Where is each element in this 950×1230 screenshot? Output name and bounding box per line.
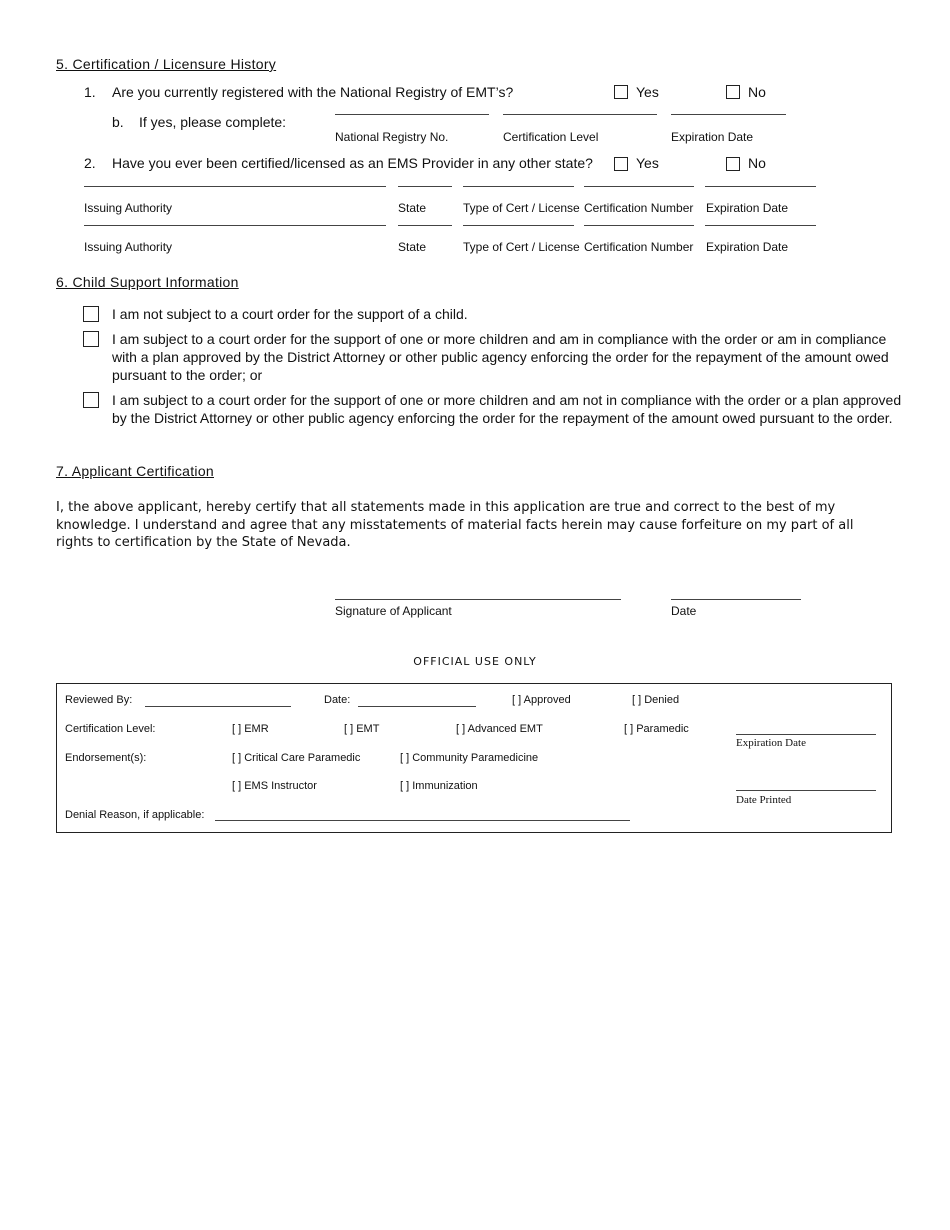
official-expiration-date-label: Expiration Date <box>736 737 806 749</box>
signature-label: Signature of Applicant <box>335 604 452 618</box>
endorsements-label: Endorsement(s): <box>65 752 147 764</box>
denied-option[interactable]: [ ] Denied <box>632 694 680 706</box>
issuing-authority-label-2: Issuing Authority <box>84 240 173 254</box>
q2-yes-label: Yes <box>636 155 659 171</box>
q1-no-label: No <box>748 84 766 100</box>
immunization-option[interactable]: [ ] Immunization <box>400 780 478 792</box>
cert-type-label-2: Type of Cert / License <box>463 240 580 254</box>
paramedic-option[interactable]: [ ] Paramedic <box>624 723 689 735</box>
section-5-title: 5. Certification / Licensure History <box>56 56 277 72</box>
signature-date-label: Date <box>671 604 697 618</box>
expiration-date-label-1: Expiration Date <box>706 201 789 215</box>
child-support-option-2-checkbox[interactable] <box>83 331 99 347</box>
q1-yes-label: Yes <box>636 84 659 100</box>
ems-instructor-option[interactable]: [ ] EMS Instructor <box>232 780 317 792</box>
section-7-title: 7. Applicant Certification <box>56 463 214 479</box>
issuing-authority-label-1: Issuing Authority <box>84 201 173 215</box>
denial-reason-label: Denial Reason, if applicable: <box>65 809 205 821</box>
q2-yes-checkbox[interactable] <box>614 157 628 171</box>
issuing-authority-input-1[interactable] <box>84 186 386 187</box>
q1-number: 1. <box>84 84 96 100</box>
q2-no-checkbox[interactable] <box>726 157 740 171</box>
approved-option[interactable]: [ ] Approved <box>512 694 571 706</box>
q1b-text: If yes, please complete: <box>139 114 287 130</box>
signature-input[interactable] <box>335 599 621 600</box>
nr-expiration-date-label: Expiration Date <box>671 130 754 144</box>
expiration-date-input-2[interactable] <box>705 225 816 226</box>
cert-type-label-1: Type of Cert / License <box>463 201 580 215</box>
certification-level-label: Certification Level <box>503 130 599 144</box>
advanced-emt-option[interactable]: [ ] Advanced EMT <box>456 723 543 735</box>
cert-number-label-2: Certification Number <box>584 240 694 254</box>
cert-type-input-2[interactable] <box>463 225 574 226</box>
certification-level-official-label: Certification Level: <box>65 723 156 735</box>
expiration-date-label-2: Expiration Date <box>706 240 789 254</box>
child-support-option-1-text: I am not subject to a court order for the support of a child. <box>112 306 468 322</box>
reviewed-by-input[interactable] <box>145 706 291 707</box>
section-6-title: 6. Child Support Information <box>56 274 239 290</box>
q1-no-checkbox[interactable] <box>726 85 740 99</box>
state-label-2: State <box>398 240 427 254</box>
q2-no-label: No <box>748 155 766 171</box>
community-paramedicine-option[interactable]: [ ] Community Paramedicine <box>400 752 539 764</box>
child-support-option-3-text: I am subject to a court order for the support of one or more children and am not in compliance with the order or a plan approved by the District Attorney or other public agency enforcing the order for the repayment of the amount owed pursuant to the order. <box>112 392 902 426</box>
certification-statement: I, the above applicant, hereby certify that all statements made in this application are true and correct to the best of my knowledge. I understand and agree that any misstatements of material facts herein may cause forfeiture on my part of all rights to certification by the State of Nevada. <box>56 500 854 550</box>
official-expiration-date-input[interactable] <box>736 734 876 735</box>
certification-level-input[interactable] <box>503 114 657 115</box>
date-printed-label: Date Printed <box>736 794 792 806</box>
national-registry-no-input[interactable] <box>335 114 489 115</box>
emt-option[interactable]: [ ] EMT <box>344 723 380 735</box>
q2-number: 2. <box>84 155 96 171</box>
denial-reason-input[interactable] <box>215 820 630 821</box>
q1b-label: b. <box>112 114 124 130</box>
national-registry-no-label: National Registry No. <box>335 130 449 144</box>
state-input-2[interactable] <box>398 225 452 226</box>
review-date-label: Date: <box>324 694 351 706</box>
cert-number-input-2[interactable] <box>584 225 694 226</box>
date-printed-input[interactable] <box>736 790 876 791</box>
q1-text: Are you currently registered with the National Registry of EMT’s? <box>112 84 514 100</box>
child-support-option-3-checkbox[interactable] <box>83 392 99 408</box>
issuing-authority-input-2[interactable] <box>84 225 386 226</box>
emr-option[interactable]: [ ] EMR <box>232 723 269 735</box>
q1-yes-checkbox[interactable] <box>614 85 628 99</box>
state-input-1[interactable] <box>398 186 452 187</box>
cert-number-label-1: Certification Number <box>584 201 694 215</box>
expiration-date-input-1[interactable] <box>705 186 816 187</box>
reviewed-by-label: Reviewed By: <box>65 694 133 706</box>
child-support-option-2-text: I am subject to a court order for the support of one or more children and am in compliance with the order or am in compliance with a plan approved by the District Attorney or other public agency enforcing the order for the repayment of the amount owed pursuant to the order; or <box>112 331 889 383</box>
official-use-heading: OFFICIAL USE ONLY <box>413 655 537 668</box>
review-date-input[interactable] <box>358 706 476 707</box>
critical-care-paramedic-option[interactable]: [ ] Critical Care Paramedic <box>232 752 361 764</box>
nr-expiration-date-input[interactable] <box>671 114 786 115</box>
cert-number-input-1[interactable] <box>584 186 694 187</box>
state-label-1: State <box>398 201 427 215</box>
q2-text: Have you ever been certified/licensed as an EMS Provider in any other state? <box>112 155 593 171</box>
signature-date-input[interactable] <box>671 599 801 600</box>
cert-type-input-1[interactable] <box>463 186 574 187</box>
child-support-option-1-checkbox[interactable] <box>83 306 99 322</box>
